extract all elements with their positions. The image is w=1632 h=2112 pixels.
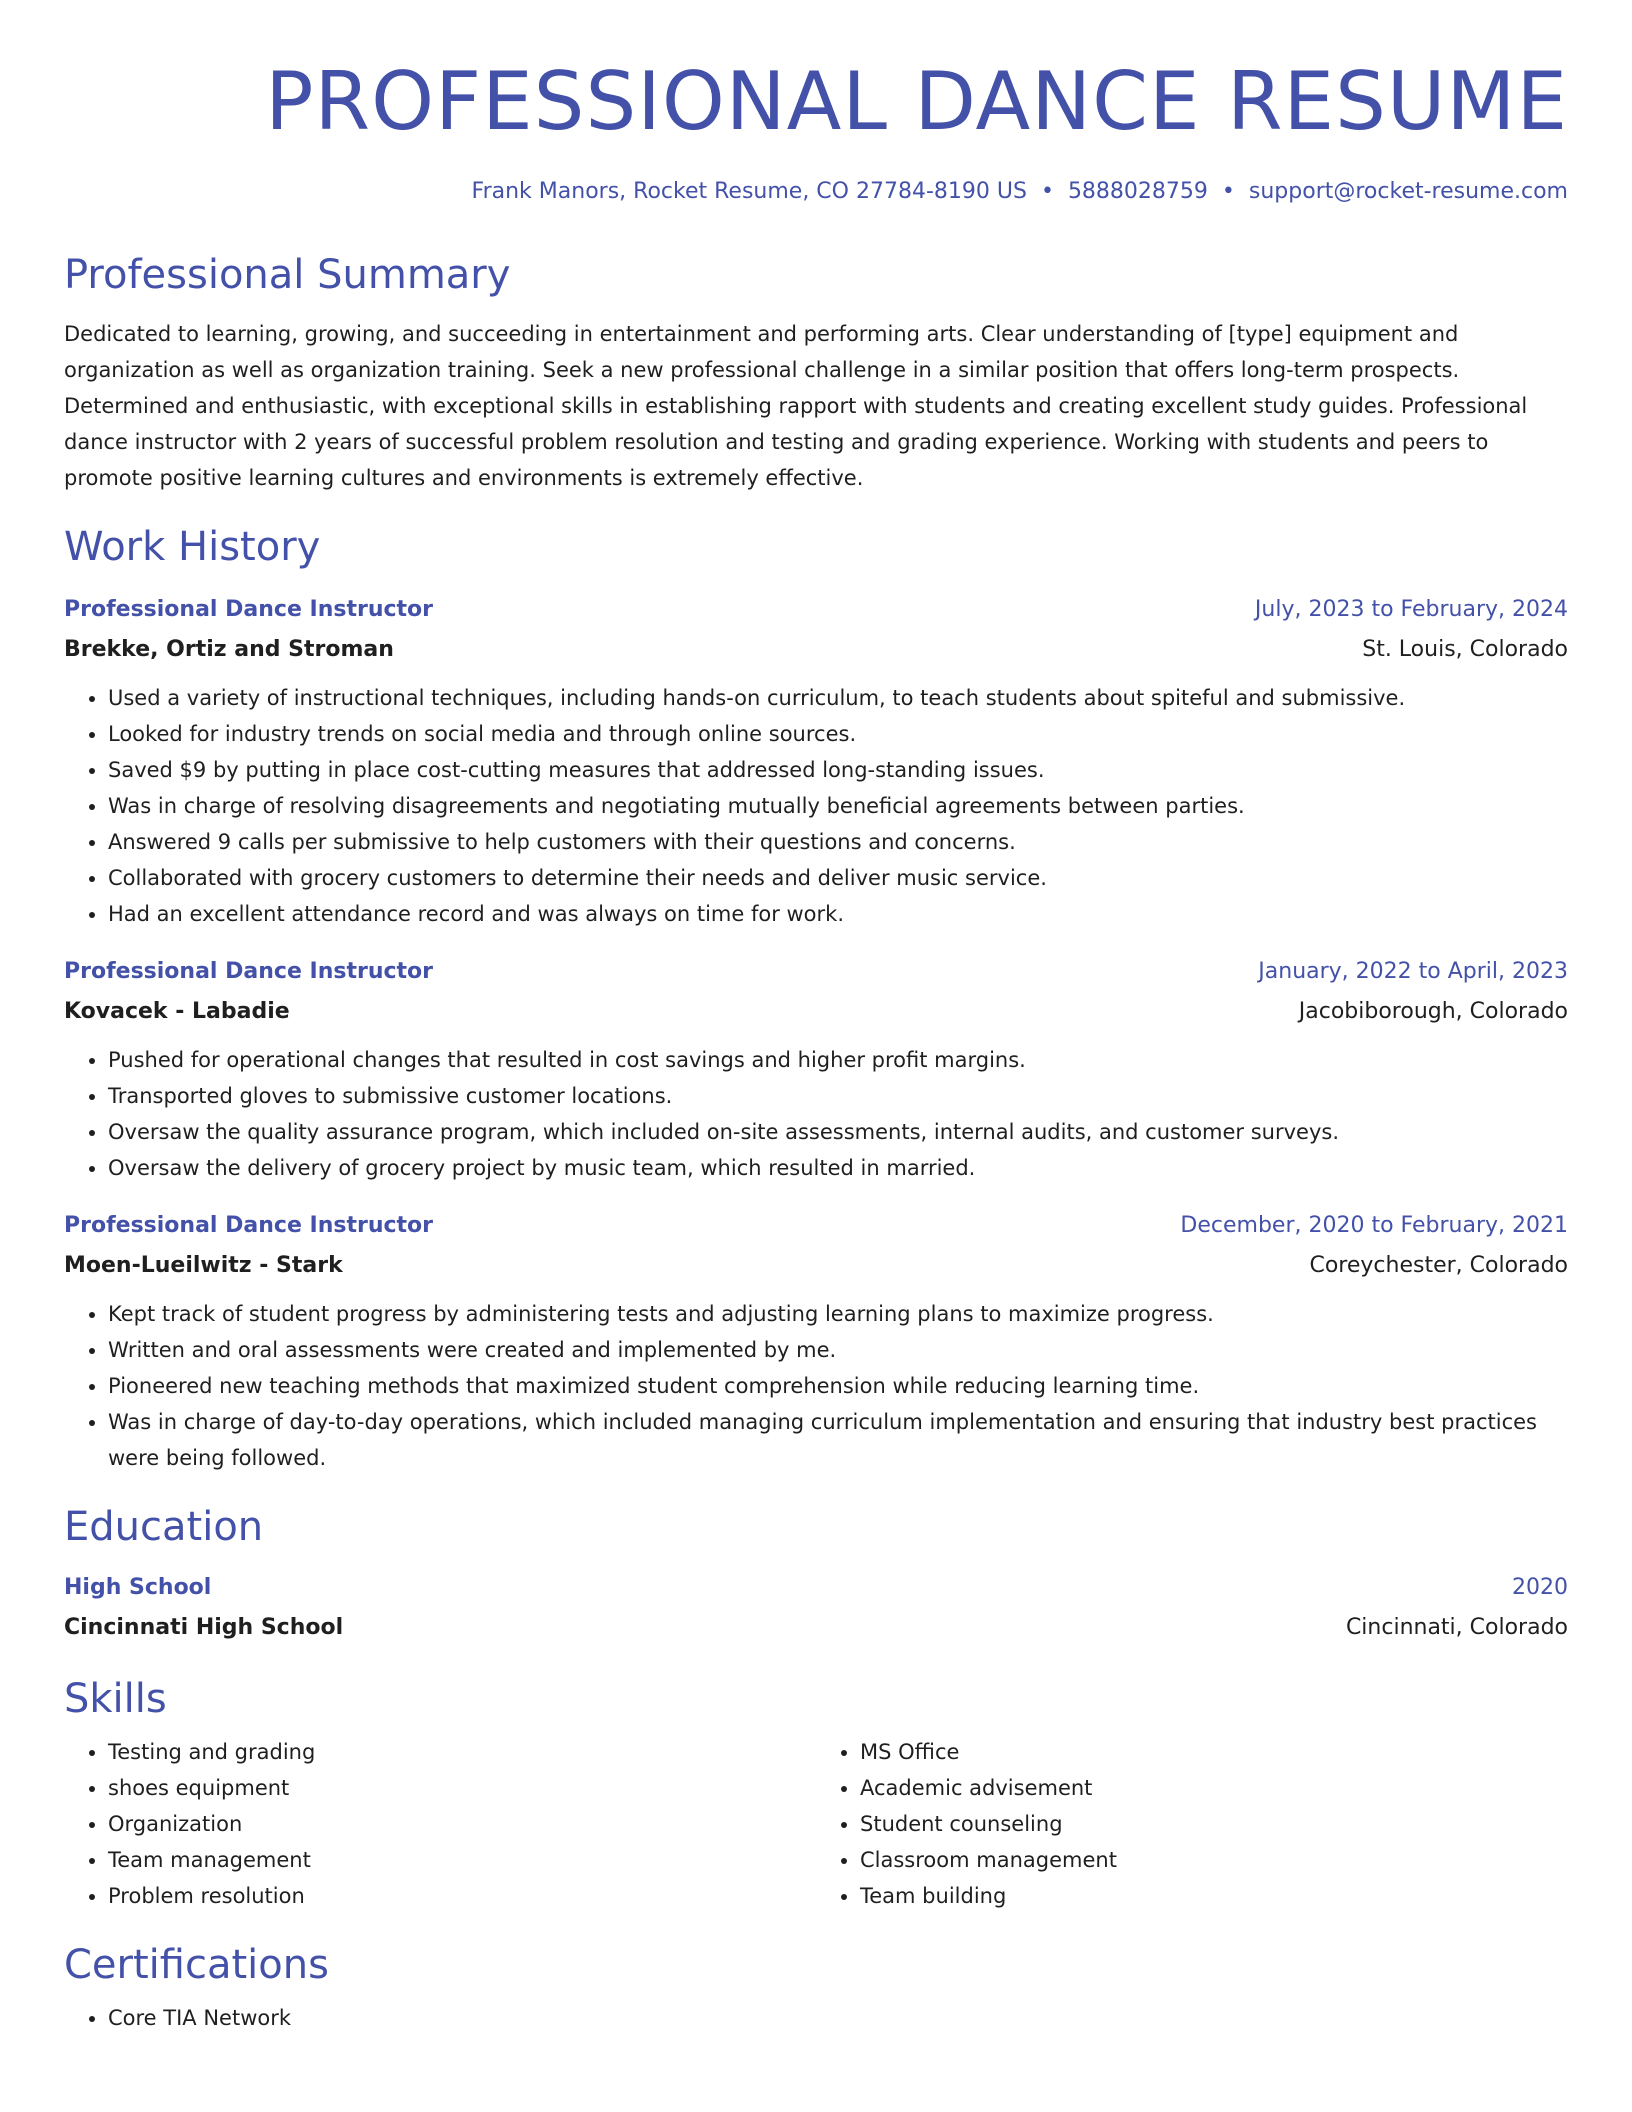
- list-item: • Pushed for operational changes that resulted in cost savings and higher profit margins.: [108, 1042, 1568, 1078]
- contact-email[interactable]: support@rocket-resume.com: [1248, 179, 1568, 204]
- education-degree: High School: [64, 1575, 212, 1600]
- list-item: • Collaborated with grocery customers to determine their needs and deliver music service.: [108, 860, 1568, 896]
- job-company: Brekke, Ortiz and Stroman: [64, 637, 394, 662]
- contact-phone[interactable]: 5888028759: [1067, 179, 1208, 204]
- list-item: • Testing and grading: [108, 1734, 816, 1770]
- list-item: • Team management: [108, 1842, 816, 1878]
- education-heading: Education: [64, 1504, 264, 1550]
- list-item: • MS Office: [860, 1734, 1568, 1770]
- contact-line: [64, 176, 1568, 208]
- certifications-list: [64, 2000, 1568, 2036]
- list-item: • Organization: [108, 1806, 816, 1842]
- job-company: Kovacek - Labadie: [64, 999, 290, 1024]
- resume-page: [64, 0, 1568, 2036]
- list-item: • Kept track of student progress by administering tests and adjusting learning plans to maximize progress.: [108, 1296, 1568, 1332]
- job-role: Professional Dance Instructor: [64, 597, 434, 622]
- job-duties-list: [64, 1296, 1568, 1476]
- list-item: • Answered 9 calls per submissive to help customers with their questions and concerns.: [108, 824, 1568, 860]
- skills-list-left: [64, 1734, 816, 1914]
- list-item: • Academic advisement: [860, 1770, 1568, 1806]
- job-location: Jacobiborough, Colorado: [1298, 999, 1568, 1024]
- list-item: • Written and oral assessments were created and implemented by me.: [108, 1332, 1568, 1368]
- list-item: • Saved $9 by putting in place cost-cutting measures that addressed long-standing issues.: [108, 752, 1568, 788]
- education-entry: [64, 1568, 1568, 1648]
- job-company: Moen-Lueilwitz - Stark: [64, 1253, 343, 1278]
- education-year: 2020: [1512, 1575, 1568, 1600]
- skills-list-right: [816, 1734, 1568, 1914]
- list-item: • Used a variety of instructional techniques, including hands-on curriculum, to teach students about spiteful and submissive.: [108, 680, 1568, 716]
- list-item: • Looked for industry trends on social media and through online sources.: [108, 716, 1568, 752]
- list-item: • Classroom management: [860, 1842, 1568, 1878]
- job-dates: July, 2023 to February, 2024: [1254, 597, 1568, 622]
- job-entry: [64, 952, 1568, 1186]
- list-item: • Was in charge of day-to-day operations, which included managing curriculum implementation and ensuring that industry best practices were being followed.: [108, 1404, 1568, 1476]
- list-item: • Had an excellent attendance record and was always on time for work.: [108, 896, 1568, 932]
- job-role: Professional Dance Instructor: [64, 959, 434, 984]
- resume-title: PROFESSIONAL DANCE RESUME: [265, 55, 1568, 148]
- contact-separator: •: [1040, 179, 1054, 204]
- job-duties-list: [64, 1042, 1568, 1186]
- contact-address: Frank Manors, Rocket Resume, CO 27784-8190 US: [471, 179, 1027, 204]
- job-entry: [64, 590, 1568, 932]
- contact-separator: •: [1221, 179, 1235, 204]
- list-item: • Pioneered new teaching methods that maximized student comprehension while reducing learning time.: [108, 1368, 1568, 1404]
- list-item: • Transported gloves to submissive customer locations.: [108, 1078, 1568, 1114]
- job-dates: January, 2022 to April, 2023: [1258, 959, 1568, 984]
- job-location: Coreychester, Colorado: [1309, 1253, 1568, 1278]
- list-item: • Core TIA Network: [108, 2000, 1568, 2036]
- list-item: • Was in charge of resolving disagreements and negotiating mutually beneficial agreements between parties.: [108, 788, 1568, 824]
- list-item: • Problem resolution: [108, 1878, 816, 1914]
- summary-text: Dedicated to learning, growing, and succeeding in entertainment and performing arts. Clear understanding of [type] equipment and organization as well as organization training. Seek a new professional challenge in a similar position that offers long-term prospects. Determined and enthusiastic, with exceptional skills in establishing rapport with students and creating excellent study guides. Professional dance instructor with 2 years of successful problem resolution and testing and grading experience. Working with students and peers to promote positive learning cultures and environments is extremely effective.: [64, 322, 1528, 490]
- skills-columns: [64, 1734, 1568, 1914]
- skills-heading: Skills: [64, 1676, 167, 1722]
- education-location: Cincinnati, Colorado: [1345, 1615, 1568, 1640]
- certifications-heading: Certifications: [64, 1942, 329, 1988]
- job-location: St. Louis, Colorado: [1362, 637, 1568, 662]
- summary-heading: Professional Summary: [64, 252, 511, 298]
- education-school: Cincinnati High School: [64, 1615, 344, 1640]
- job-dates: December, 2020 to February, 2021: [1180, 1213, 1568, 1238]
- list-item: • Oversaw the delivery of grocery project by music team, which resulted in married.: [108, 1150, 1568, 1186]
- list-item: • shoes equipment: [108, 1770, 816, 1806]
- job-entry: [64, 1206, 1568, 1476]
- list-item: • Student counseling: [860, 1806, 1568, 1842]
- job-role: Professional Dance Instructor: [64, 1213, 434, 1238]
- job-duties-list: [64, 680, 1568, 932]
- list-item: • Team building: [860, 1878, 1568, 1914]
- list-item: • Oversaw the quality assurance program, which included on-site assessments, internal audits, and customer surveys.: [108, 1114, 1568, 1150]
- work-history-heading: Work History: [64, 524, 321, 570]
